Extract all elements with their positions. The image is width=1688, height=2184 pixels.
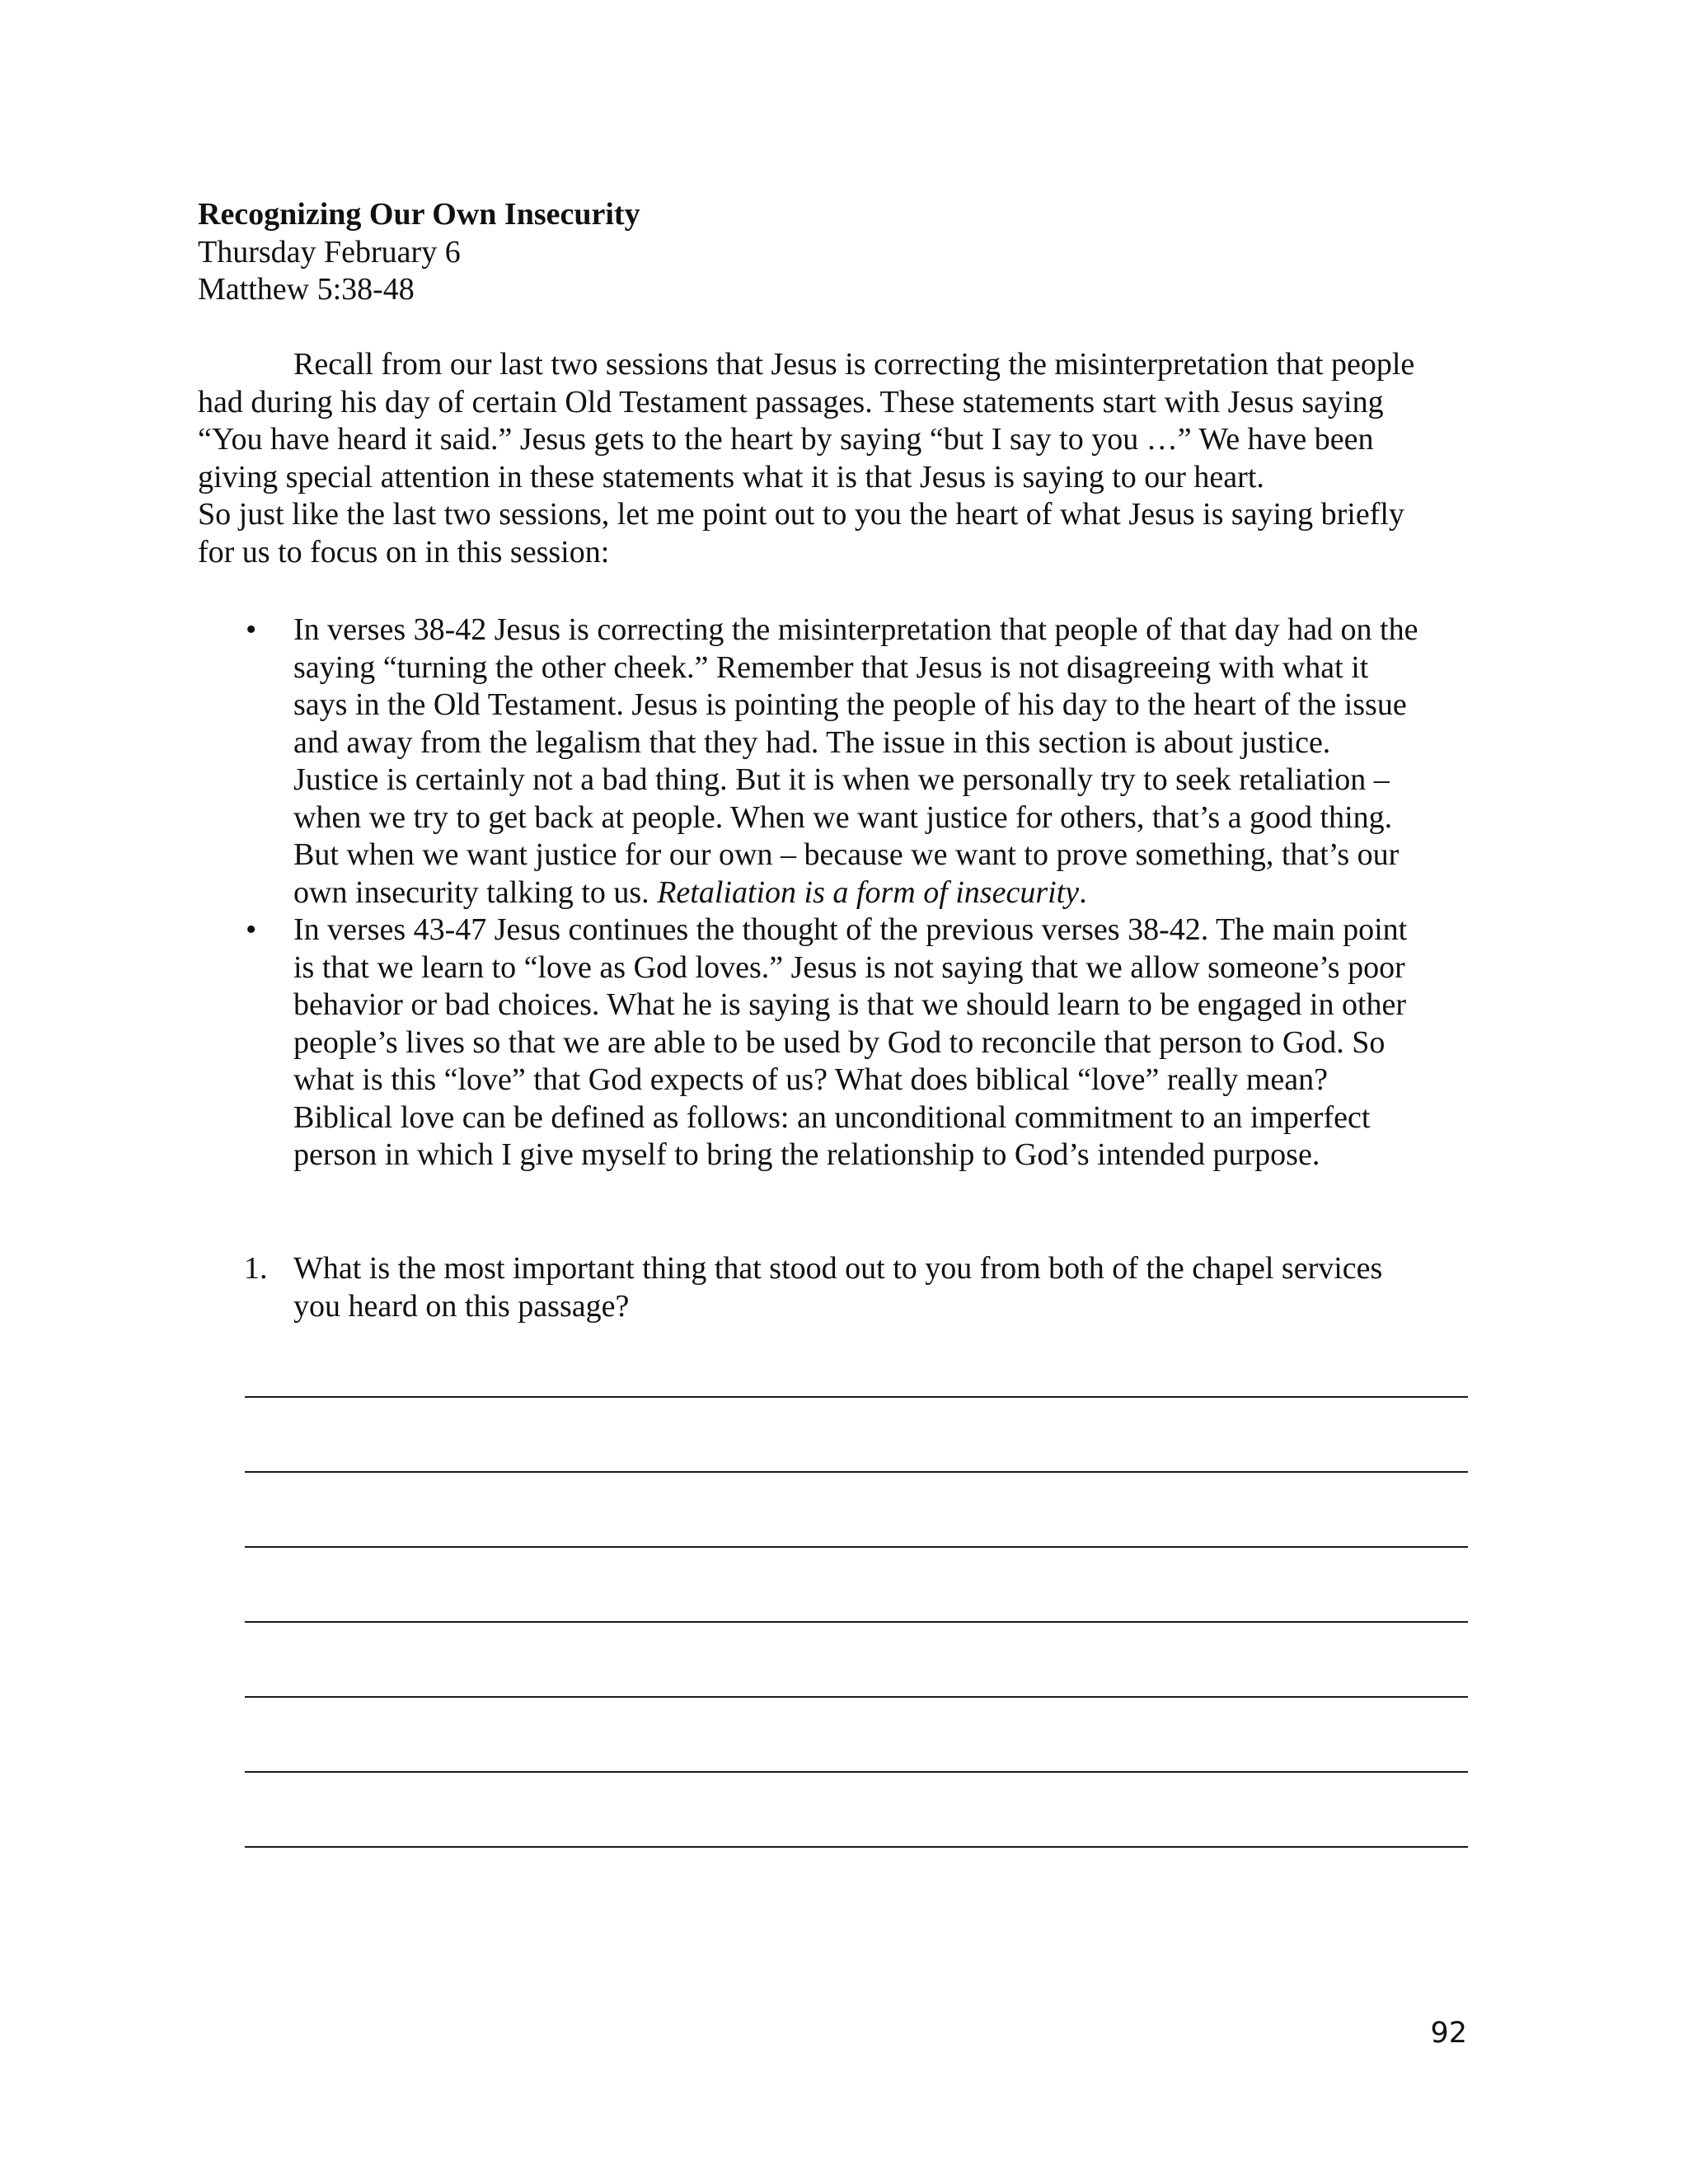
answer-line[interactable] xyxy=(245,1846,1468,1848)
bullet-line: Justice is certainly not a bad thing. But it is when we personally try to seek retaliation – xyxy=(293,762,1390,797)
bullet-line-plain: own insecurity talking to us. xyxy=(293,874,658,910)
bullet-line: is that we learn to “love as God loves.” Jesus is not saying that we allow someone’s poor xyxy=(293,949,1405,985)
session-date: Thursday February 6 xyxy=(198,234,461,269)
intro-line: So just like the last two sessions, let me point out to you the heart of what Jesus is saying briefly xyxy=(198,497,1404,532)
answer-line[interactable] xyxy=(245,1546,1468,1548)
bullet-line: In verses 38-42 Jesus is correcting the misinterpretation that people of that day had on the xyxy=(293,612,1418,647)
question-line: What is the most important thing that stood out to you from both of the chapel services xyxy=(293,1251,1383,1286)
intro-line: for us to focus on in this session: xyxy=(198,534,610,569)
answer-line[interactable] xyxy=(245,1396,1468,1398)
header xyxy=(198,196,1484,309)
scripture-reference: Matthew 5:38-48 xyxy=(198,272,415,307)
bullet-line: when we try to get back at people. When we want justice for others, that’s a good thing. xyxy=(293,799,1393,835)
intro-line: giving special attention in these statements what it is that Jesus is saying to our heart. xyxy=(198,459,1264,494)
bullet-line: people’s lives so that we are able to be used by God to reconcile that person to God. So xyxy=(293,1024,1386,1060)
bullet-line: behavior or bad choices. What he is saying is that we should learn to be engaged in other xyxy=(293,987,1407,1022)
question-number: 1. xyxy=(244,1251,268,1286)
intro-line: Recall from our last two sessions that Jesus is correcting the misinterpretation that people xyxy=(293,347,1415,382)
bullet-line: person in which I give myself to bring the relationship to God’s intended purpose. xyxy=(293,1137,1320,1172)
bullet-text xyxy=(293,912,1407,1174)
answer-line[interactable] xyxy=(245,1696,1468,1698)
bullet-line-end: . xyxy=(1079,874,1087,910)
answer-line[interactable] xyxy=(245,1471,1468,1473)
bullet-line: and away from the legalism that they had. The issue in this section is about justice. xyxy=(293,724,1331,760)
bullet-line: what is this “love” that God expects of us? What does biblical “love” really mean? xyxy=(293,1062,1328,1097)
intro-line: “You have heard it said.” Jesus gets to the heart by saying “but I say to you …” We have been xyxy=(198,422,1374,457)
bullet-line: says in the Old Testament. Jesus is pointing the people of his day to the heart of the issue xyxy=(293,687,1407,722)
bullet-icon: • xyxy=(246,612,257,647)
emphasis-text: Retaliation is a form of insecurity xyxy=(657,874,1080,910)
bullet-line: But when we want justice for our own – because we want to prove something, that’s our xyxy=(293,837,1400,872)
bullet-line: Biblical love can be defined as follows: an unconditional commitment to an imperfect xyxy=(293,1099,1371,1135)
question-text xyxy=(293,1250,1382,1325)
bullet-text xyxy=(293,612,1418,912)
bullet-icon: • xyxy=(246,912,257,947)
answer-line[interactable] xyxy=(245,1621,1468,1623)
page-number: 92 xyxy=(1430,2017,1467,2050)
bullet-line-last xyxy=(293,874,1418,912)
bullet-line: In verses 43-47 Jesus continues the thought of the previous verses 38-42. The main point xyxy=(293,912,1408,947)
answer-line[interactable] xyxy=(245,1771,1468,1773)
page-title: Recognizing Our Own Insecurity xyxy=(198,197,640,232)
question-line: you heard on this passage? xyxy=(293,1288,630,1324)
intro-line: had during his day of certain Old Testament passages. These statements start with Jesus saying xyxy=(198,384,1384,419)
bullet-line: saying “turning the other cheek.” Remember that Jesus is not disagreeing with what it xyxy=(293,649,1369,685)
intro-paragraph xyxy=(198,346,1484,571)
